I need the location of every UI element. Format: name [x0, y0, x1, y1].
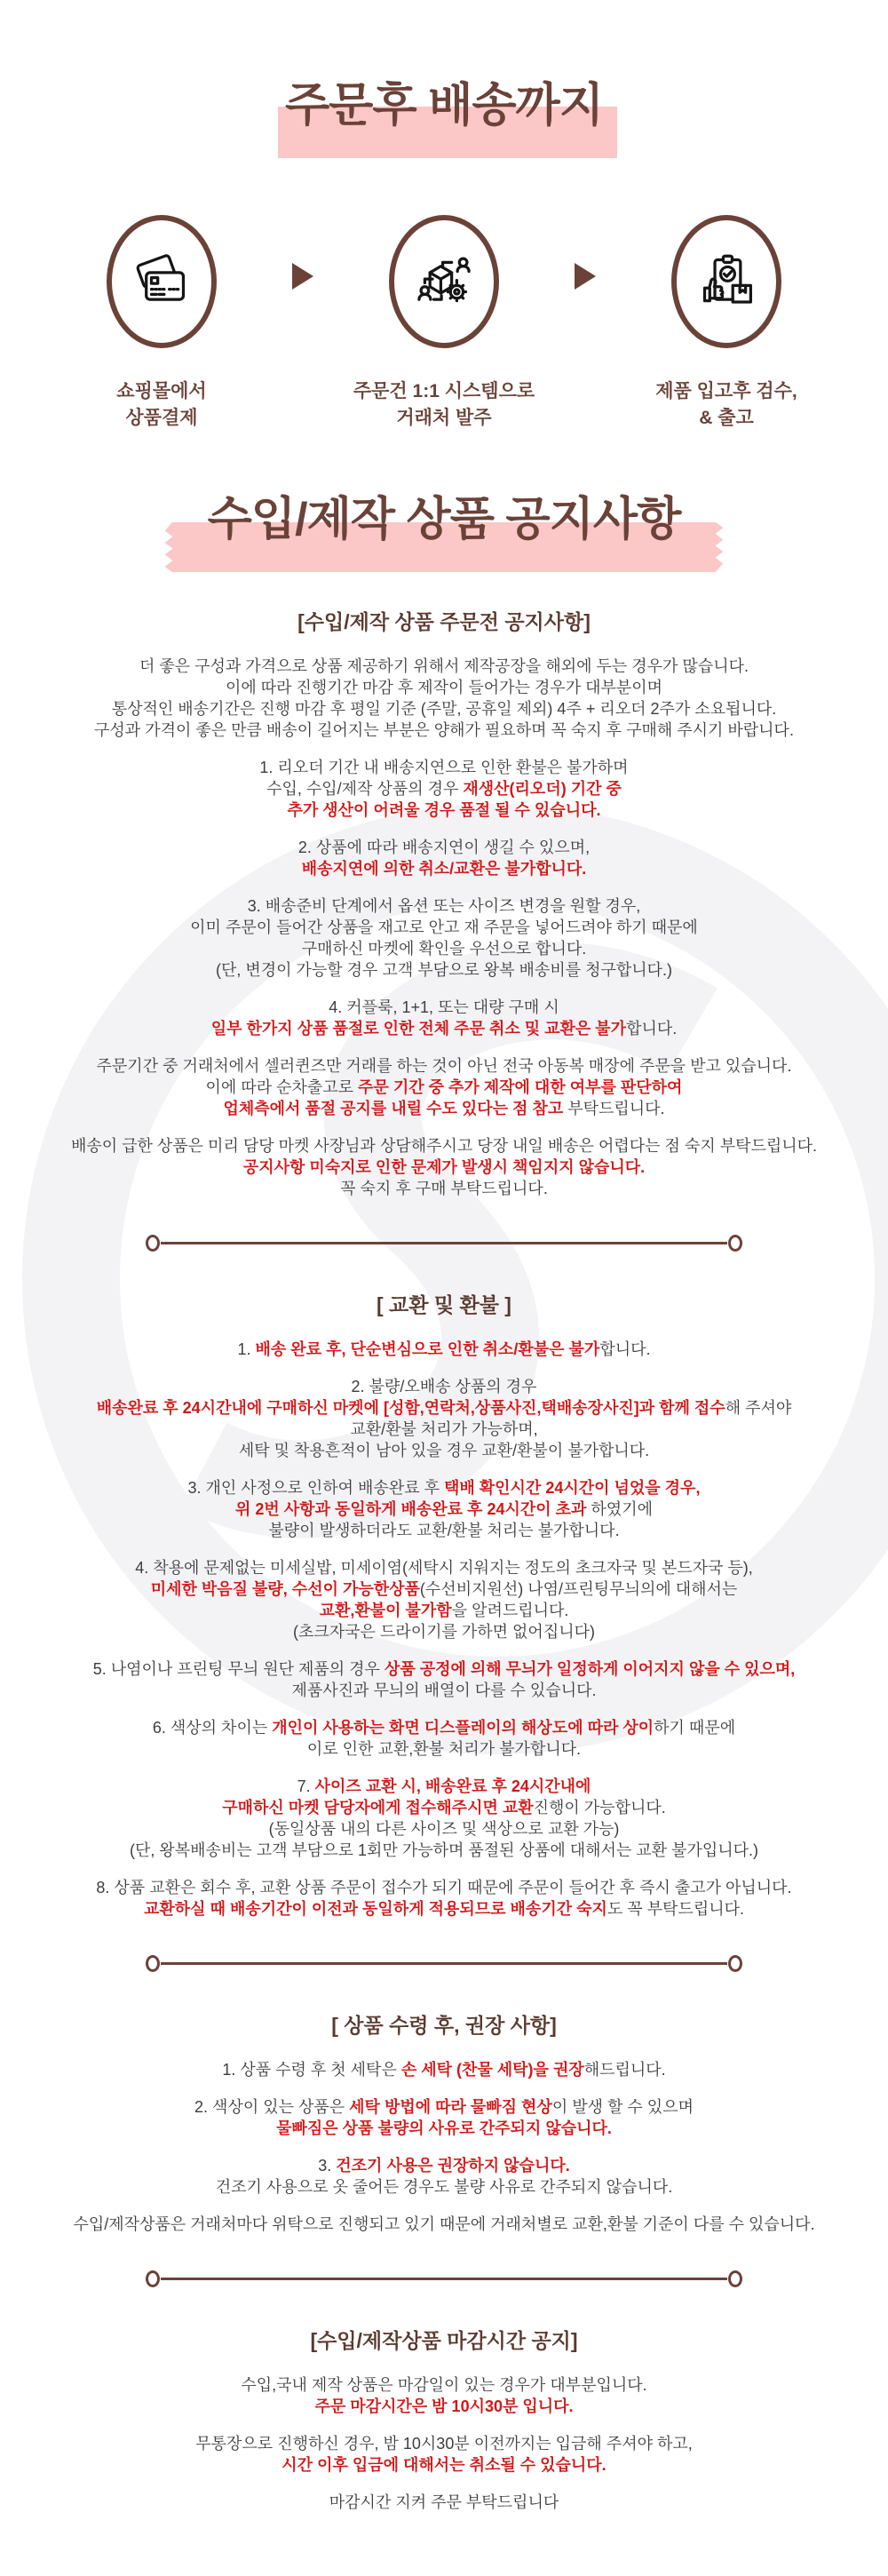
notice-block: 1. 배송 완료 후, 단순변심으로 인한 취소/환불은 불가합니다.: [237, 1340, 651, 1358]
notice-block: 7. 사이즈 교환 시, 배송완료 후 24시간내에 구매하신 마켓 담당자에게 접수해주시면 교환진행이 가능합니다. (동일상품 내의 다른 사이즈 및 색상으로 교환 가능) (단, 왕복배송비는 고객 부담으로 1회만 가능하며 품절된 상품에 대해서는 교환 불가입니다.): [130, 1777, 758, 1859]
notice-block: 6. 색상의 차이는 개인이 사용하는 화면 디스플레이의 해상도에 따라 상이하기 때문에 이로 인한 교환,환불 처리가 불가합니다.: [152, 1719, 736, 1758]
section-divider: [146, 1235, 742, 1252]
notice-block: 1. 리오더 기간 내 배송지연으로 인한 환불은 불가하며 수입, 수입/제작 상품의 경우 재생산(리오더) 기간 중 추가 생산이 어려울 경우 품절 될 수 있습니다.: [259, 759, 629, 819]
divider-ring-icon: [728, 2270, 742, 2287]
section-divider: [146, 1955, 742, 1972]
credit-card-icon: [107, 215, 217, 348]
exchange-header: [ 교환 및 환불 ]: [377, 1293, 511, 1316]
exchange-section: [0, 1339, 888, 1920]
care-header: [ 상품 수령 후, 권장 사항]: [331, 2014, 557, 2037]
step-label: 쇼핑몰에서 상품결제: [116, 381, 207, 428]
notice-block: 3. 배송준비 단계에서 옵션 또는 사이즈 변경을 원할 경우, 이미 주문이 들어간 상품을 재고로 안고 재 주문을 넣어드려야 하기 때문에 구매하신 마켓에 확인을 우선으로 합니다. (단, 변경이 가능할 경우 고객 부담으로 왕복 배송비를 청구합니다.): [190, 897, 698, 979]
section-divider: [146, 2270, 742, 2287]
notice-block: 4. 커플룩, 1+1, 또는 대량 구매 시 일부 한가지 상품 품절로 인한 전체 주문 취소 및 교환은 불가합니다.: [210, 998, 678, 1038]
notice-block: 3. 개인 사정으로 인하여 배송완료 후 택배 확인시간 24시간이 넘었을 경우, 위 2번 사항과 동일하게 배송완료 후 24시간이 초과 하였기에 불량이 발생하더라도 교환/환불 처리는 불가합니다.: [187, 1479, 701, 1539]
notice-block: 수입/제작상품은 거래처마다 위탁으로 진행되고 있기 때문에 거래처별로 교환,환불 기준이 다를 수 있습니다.: [73, 2215, 815, 2233]
divider-ring-icon: [728, 1235, 742, 1252]
step-label: 주문건 1:1 시스템으로 거래처 발주: [353, 381, 535, 428]
notice-block: 무통장으로 진행하신 경우, 밤 10시30분 이전까지는 입금해 주셔야 하고, 시간 이후 입금에 대해서는 취소될 수 있습니다.: [195, 2435, 693, 2474]
step-label: 제품 입고후 검수, & 출고: [655, 381, 797, 428]
notice-block: 3. 건조기 사용은 권장하지 않습니다. 건조기 사용으로 옷 줄어든 경우도 불량 사유로 간주되지 않습니다.: [215, 2157, 673, 2196]
inspection-icon: [671, 215, 781, 348]
notice-block: 배송이 급한 상품은 미리 담당 마켓 사장님과 상담해주시고 당장 내일 배송은 어렵다는 점 숙지 부탁드립니다. 공지사항 미숙지로 인한 문제가 발생시 책임지지 않습니다. 꼭 숙지 후 구매 부탁드립니다.: [70, 1137, 818, 1197]
notice-block: 5. 나염이나 프린팅 무늬 원단 제품의 경우 상품 공정에 의해 무늬가 일정하게 이어지지 않을 수 있으며, 제품사진과 무늬의 배열이 다를 수 있습니다.: [92, 1660, 796, 1699]
notice-block: 2. 불량/오배송 상품의 경우 배송완료 후 24시간내에 구매하신 마켓에 [성함,연락처,상품사진,택배송장사진]과 함께 접수해 주셔야 교환/환불 처리가 가능하며, 세탁 및 착용흔적이 남아 있을 경우 교환/환불이 불가합니다.: [96, 1378, 792, 1459]
deadline-section: [0, 2374, 888, 2513]
notice-block: 8. 상품 교환은 회수 후, 교환 상품 주문이 접수가 되기 때문에 주문이 들어간 후 즉시 출고가 아닙니다. 교환하실 때 배송기간이 이전과 동일하게 적용되므로 배송기간 숙지도 꼭 부탁드립니다.: [96, 1879, 792, 1918]
divider-ring-icon: [728, 1955, 742, 1972]
arrow-right-icon: [575, 263, 596, 290]
notice-block: 2. 상품에 따라 배송지연이 생길 수 있으며, 배송지연에 의한 취소/교환은 불가합니다.: [297, 839, 591, 878]
divider-ring-icon: [146, 1955, 160, 1972]
page-title: 주문후 배송까지: [0, 78, 888, 133]
notice-block: 수입,국내 제작 상품은 마감일이 있는 경우가 대부분입니다. 주문 마감시간은 밤 10시30분 입니다.: [241, 2376, 647, 2415]
process-steps: [0, 215, 888, 432]
divider-line: [161, 1962, 727, 1965]
notice-block: 2. 색상이 있는 상품은 세탁 방법에 따라 물빠짐 현상이 발생 할 수 있으며 물빠짐은 상품 불량의 사유로 간주되지 않습니다.: [194, 2098, 694, 2137]
deadline-header: [수입/제작상품 마감시간 공지]: [310, 2329, 578, 2352]
order-system-icon: [389, 215, 499, 348]
pre-order-section: [0, 656, 888, 1199]
step-order-system: [319, 215, 569, 432]
notice-title: 수입/제작 상품 공지사항: [0, 492, 888, 547]
divider-line: [161, 2278, 727, 2280]
step-inspection: [601, 215, 852, 432]
notice-block: 1. 상품 수령 후 첫 세탁은 손 세탁 (찬물 세탁)을 권장해드립니다.: [222, 2061, 666, 2079]
divider-line: [161, 1242, 727, 1244]
divider-ring-icon: [146, 2270, 160, 2287]
delivery-process-section: [0, 0, 888, 432]
notice-block: 마감시간 지켜 주문 부탁드립니다: [329, 2493, 559, 2511]
notice-title-section: [0, 492, 888, 547]
step-payment: [36, 215, 287, 432]
notice-block: 더 좋은 구성과 가격으로 상품 제공하기 위해서 제작공장을 해외에 두는 경우가 많습니다. 이에 따라 진행기간 마감 후 제작이 들어가는 경우가 대부분이며 통상적인 배송기간은 진행 마감 후 평일 기준 (주말, 공휴일 제외) 4주 + 리오더 2주가 소요됩니다. 구성과 가격이 좋은 만큼 배송이 길어지는 부분은 양해가 필요하며 꼭 숙지 후 구매해 주시기 바랍니다.: [94, 657, 794, 739]
care-section: [0, 2059, 888, 2235]
notice-block: 4. 착용에 문제없는 미세실밥, 미세이염(세탁시 지워지는 정도의 초크자국 및 본드자국 등), 미세한 박음질 불량, 수선이 가능한상품(수선비지원선) 나염/프린팅무늬의에 대해서는 교환,환불이 불가함을 알려드립니다. (초크자국은 드라이기를 가하면 없어집니다): [135, 1559, 753, 1641]
pre-order-header: [수입/제작 상품 주문전 공지사항]: [297, 610, 591, 633]
divider-ring-icon: [146, 1235, 160, 1252]
notice-block: 주문기간 중 거래처에서 셀러퀸즈만 거래를 하는 것이 아닌 전국 아동복 매장에 주문을 받고 있습니다. 이에 따라 순차출고로 주문 기간 중 추가 제작에 대한 여부를 판단하여 업체측에서 품절 공지를 내릴 수도 있다는 점 참고 부탁드립니다.: [96, 1057, 792, 1117]
arrow-right-icon: [292, 263, 313, 290]
